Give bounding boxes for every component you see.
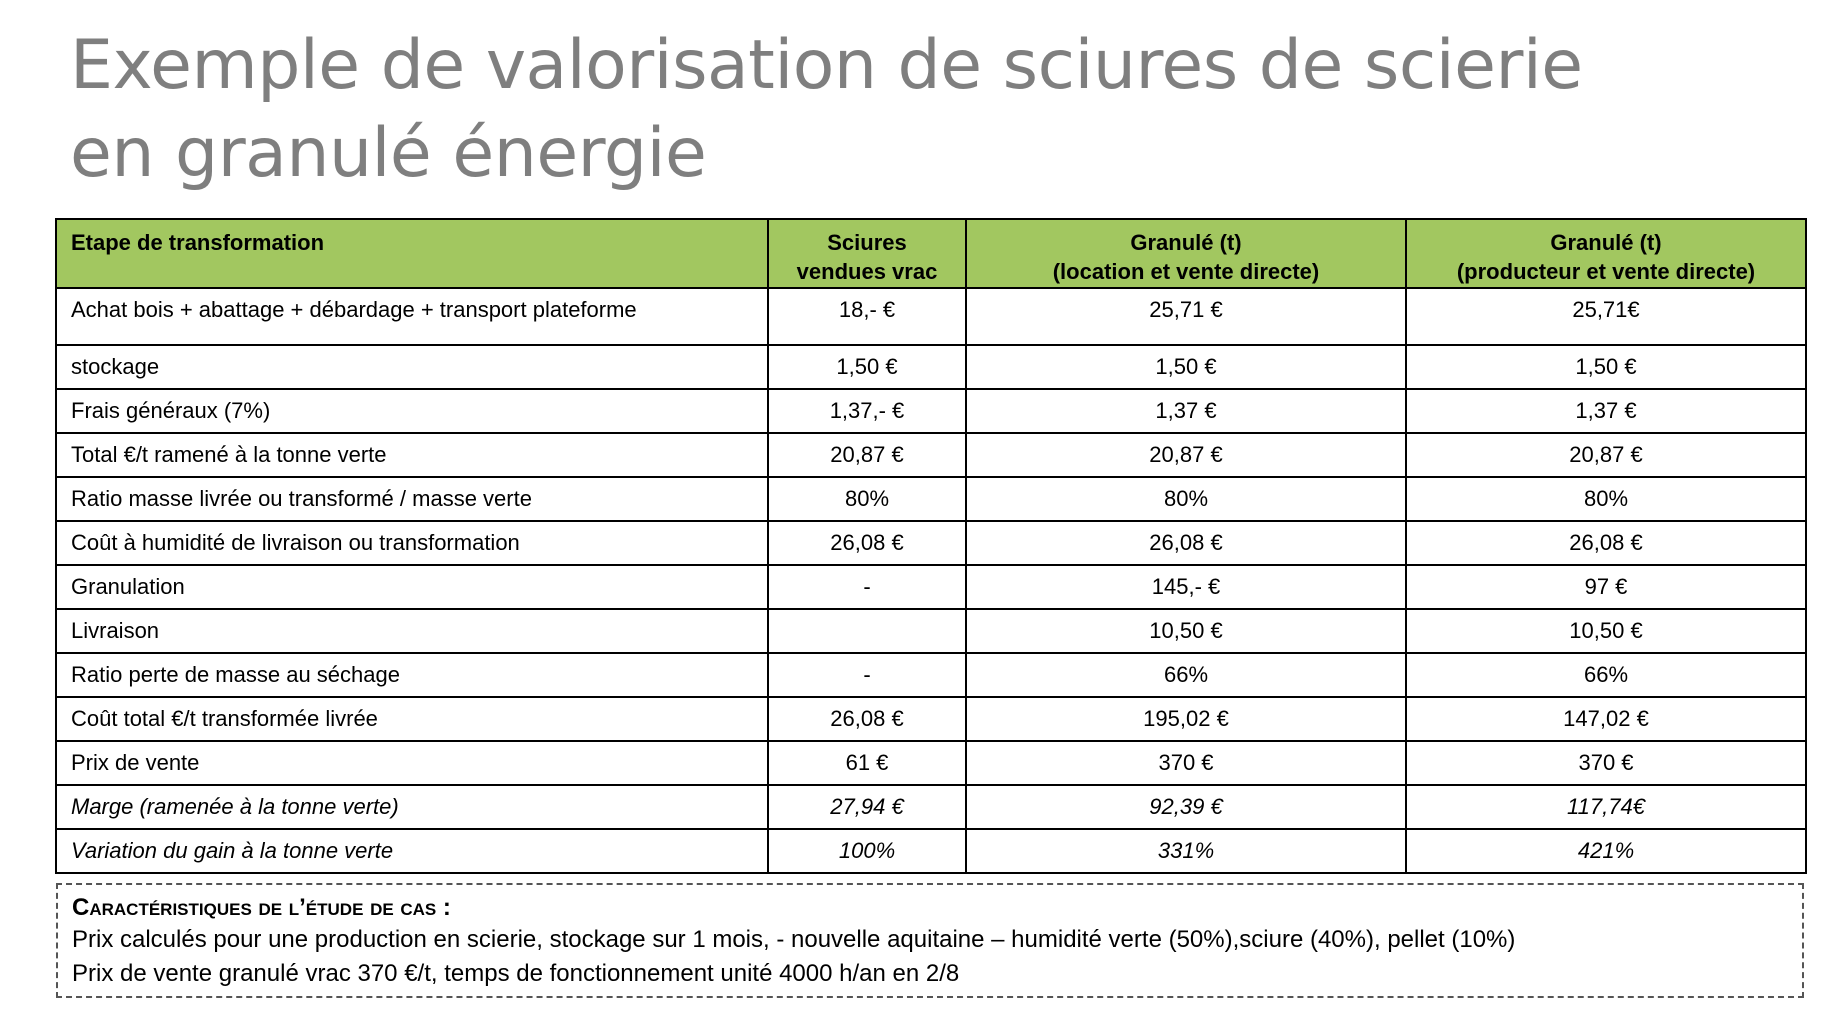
table-row [56,565,1806,609]
cell-sciures: 27,94 € [768,785,966,829]
page-title [70,22,1790,198]
cell-granule-producteur: 66% [1406,653,1806,697]
cell-granule-producteur: 117,74€ [1406,785,1806,829]
row-label: Coût total €/t transformée livrée [56,697,768,741]
cell-sciures: 100% [768,829,966,873]
row-label: Ratio perte de masse au séchage [56,653,768,697]
table-row [56,521,1806,565]
table-row [56,741,1806,785]
cell-sciures: 26,08 € [768,697,966,741]
cell-granule-producteur: 20,87 € [1406,433,1806,477]
cell-sciures: 1,50 € [768,345,966,389]
cell-sciures: 1,37,- € [768,389,966,433]
row-label: Prix de vente [56,741,768,785]
notes-line-2: Prix de vente granulé vrac 370 €/t, temps de fonctionnement unité 4000 h/an en 2/8 [72,960,960,987]
cell-sciures: 20,87 € [768,433,966,477]
cell-granule-producteur: 1,50 € [1406,345,1806,389]
table-row [56,288,1806,345]
table-header-row [56,219,1806,288]
cell-granule-producteur: 1,37 € [1406,389,1806,433]
cell-sciures: 80% [768,477,966,521]
cell-sciures: 61 € [768,741,966,785]
cell-granule-location: 10,50 € [966,609,1406,653]
row-label: Coût à humidité de livraison ou transformation [56,521,768,565]
table-row [56,389,1806,433]
notes-line-1: Prix calculés pour une production en scierie, stockage sur 1 mois, - nouvelle aquitaine – humidité verte (50%),sciure (40%), pellet (10%) [72,926,1516,953]
cell-granule-location: 92,39 € [966,785,1406,829]
header-granule-producteur: Granulé (t) (producteur et vente directe) [1406,219,1806,288]
cell-granule-location: 80% [966,477,1406,521]
table-row [56,345,1806,389]
cell-granule-producteur: 421% [1406,829,1806,873]
cell-granule-location: 25,71 € [966,288,1406,345]
row-label: Total €/t ramené à la tonne verte [56,433,768,477]
row-label: Achat bois + abattage + débardage + transport plateforme [56,288,768,345]
cell-granule-producteur: 370 € [1406,741,1806,785]
cell-sciures: - [768,653,966,697]
cell-granule-location: 1,50 € [966,345,1406,389]
cell-sciures: 18,- € [768,288,966,345]
row-label: Livraison [56,609,768,653]
cell-granule-producteur: 10,50 € [1406,609,1806,653]
table-row [56,433,1806,477]
table-row [56,785,1806,829]
cell-sciures: - [768,565,966,609]
header-sciures: Sciures vendues vrac [768,219,966,288]
table-row [56,609,1806,653]
row-label: Marge (ramenée à la tonne verte) [56,785,768,829]
table-row [56,477,1806,521]
notes-heading: Caractéristiques de l’étude de cas : [72,894,451,921]
row-label: Ratio masse livrée ou transformé / masse verte [56,477,768,521]
row-label: stockage [56,345,768,389]
header-etape: Etape de transformation [56,219,768,288]
cell-granule-location: 1,37 € [966,389,1406,433]
cell-granule-producteur: 25,71€ [1406,288,1806,345]
cell-granule-producteur: 147,02 € [1406,697,1806,741]
cell-granule-location: 370 € [966,741,1406,785]
table-row [56,653,1806,697]
row-label: Frais généraux (7%) [56,389,768,433]
page-title-line-2: en granulé énergie [70,114,707,193]
cell-granule-location: 331% [966,829,1406,873]
cell-sciures: 26,08 € [768,521,966,565]
row-label: Granulation [56,565,768,609]
page-title-line-1: Exemple de valorisation de sciures de scierie [70,26,1583,105]
cell-granule-location: 66% [966,653,1406,697]
cell-granule-location: 195,02 € [966,697,1406,741]
cell-granule-location: 20,87 € [966,433,1406,477]
cell-granule-producteur: 97 € [1406,565,1806,609]
cell-sciures [768,609,966,653]
table-row [56,697,1806,741]
valorisation-table [55,218,1807,874]
row-label: Variation du gain à la tonne verte [56,829,768,873]
case-study-notes [56,883,1804,998]
cell-granule-location: 145,- € [966,565,1406,609]
header-granule-location: Granulé (t) (location et vente directe) [966,219,1406,288]
cell-granule-producteur: 26,08 € [1406,521,1806,565]
cell-granule-producteur: 80% [1406,477,1806,521]
table-row [56,829,1806,873]
cell-granule-location: 26,08 € [966,521,1406,565]
